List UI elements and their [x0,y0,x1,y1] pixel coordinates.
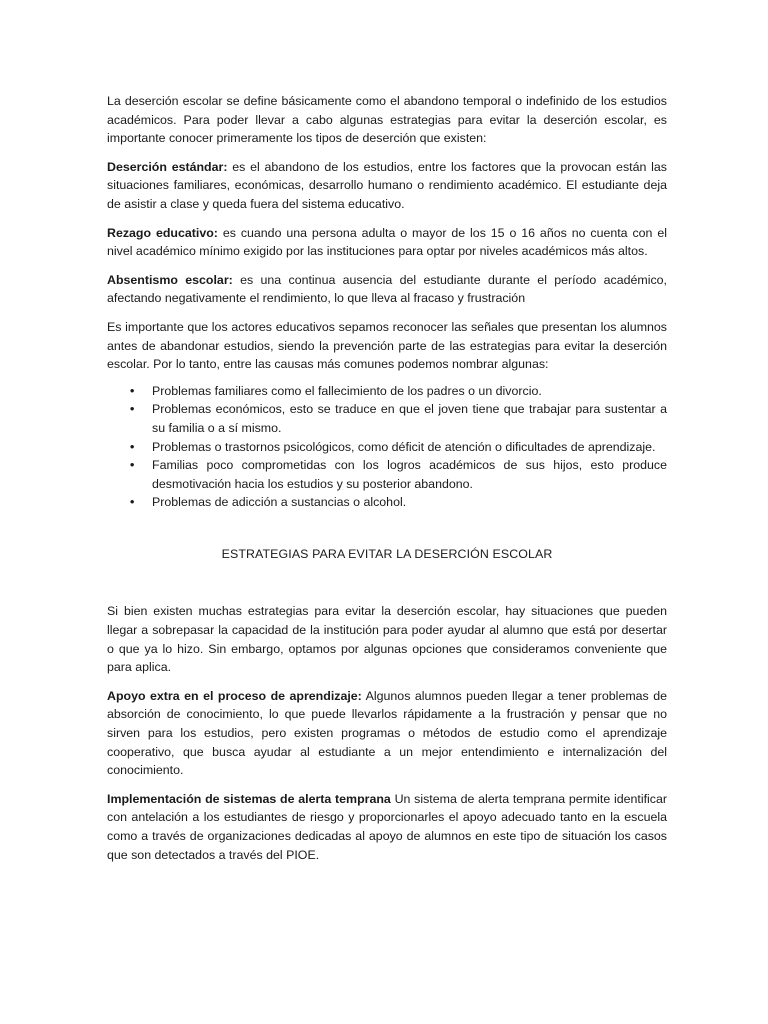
section-heading: ESTRATEGIAS PARA EVITAR LA DESERCIÓN ESCOLAR [221,546,553,561]
strategy-description: Un sistema de alerta temprana permite identificar con antelación a los estudiantes de riesgo y proporcionarles el apoyo adecuado tanto en la escuela como a través de organizaciones dedicadas al apoyo de alumnos en este tipo de situación los casos que son detectados a través del PIOE. [107,791,667,862]
type-educational-lag-paragraph [107,224,667,261]
causes-list [107,382,667,512]
strategy-description: Algunos alumnos pueden llegar a tener problemas de absorción de conocimiento, lo que puede llevarlos rápidamente a la frustración y pensar que no sirven para los estudios, pero existen programas o métodos de estudio como el aprendizaje cooperativo, que busca ayudar al estudiante a un mejor entendimiento e internalización del conocimiento. [107,688,668,778]
causes-intro-paragraph: Es importante que los actores educativos sepamos reconocer las señales que presentan los alumnos antes de abandonar estudios, siendo la prevención parte de las estrategias para evitar la deserción escolar. Por lo tanto, entre las causas más comunes podemos nombrar algunas: [107,319,667,372]
strategies-intro-paragraph: Si bien existen muchas estrategias para evitar la deserción escolar, hay situaciones que pueden llegar a sobrepasar la capacidad de la institución para poder ayudar al alumno que está por desertar o que ya lo hizo. Sin embargo, optamos por algunas opciones que consideramos conveniente que para aplica. [107,604,667,675]
type-standard-dropout-paragraph [107,158,667,214]
strategy-early-warning-paragraph [107,790,667,864]
type-definition: es cuando una persona adulta o mayor de los 15 o 16 años no cuenta con el nivel académico mínimo exigido por las instituciones para optar por niveles académicos más altos. [107,225,667,259]
strategy-term: Apoyo extra en el proceso de aprendizaje: [107,688,362,703]
list-item: • Familias poco comprometidas con los logros académicos de sus hijos, esto produce desmotivación hacia los estudios y su posterior abandono. [152,456,667,493]
strategy-extra-support-paragraph [107,687,667,780]
list-item: • Problemas familiares como el fallecimiento de los padres o un divorcio. [152,382,667,401]
type-absenteeism-paragraph [107,271,667,308]
type-definition: es el abandono de los estudios, entre los factores que la provocan están las situaciones familiares, económicas, desarrollo humano o rendimiento académico. El estudiante deja de asistir a clase y queda fuera del sistema educativo. [107,159,667,211]
list-item: • Problemas o trastornos psicológicos, como déficit de atención o dificultades de aprendizaje. [152,438,667,457]
list-item: • Problemas económicos, esto se traduce en que el joven tiene que trabajar para sustentar a su familia o a sí mismo. [152,400,667,437]
type-definition: es una continua ausencia del estudiante durante el período académico, afectando negativamente el rendimiento, lo que lleva al fracaso y frustración [107,272,667,306]
list-item: • Problemas de adicción a sustancias o alcohol. [152,493,667,512]
type-term: Rezago educativo: [107,225,218,240]
intro-paragraph: La deserción escolar se define básicamente como el abandono temporal o indefinido de los estudios académicos. Para poder llevar a cabo algunas estrategias para evitar la deserción escolar, es importante conocer primeramente los tipos de deserción que existen: [107,94,667,146]
type-term: Absentismo escolar: [107,272,233,287]
strategy-term: Implementación de sistemas de alerta temprana [107,791,391,806]
type-term: Deserción estándar: [107,159,228,174]
